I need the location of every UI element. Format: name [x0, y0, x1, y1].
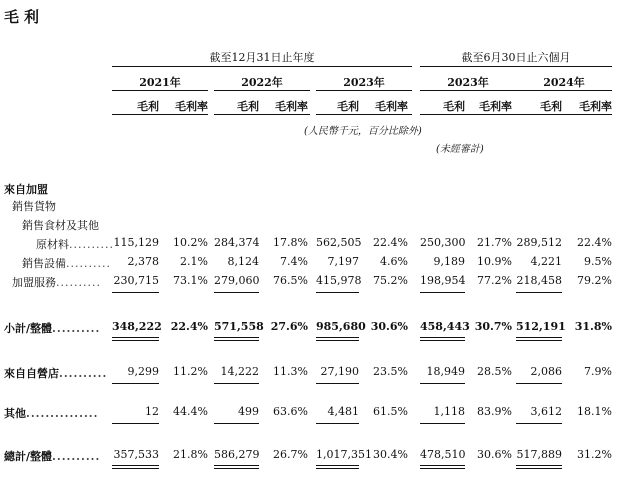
- page-title: 毛利: [4, 8, 45, 26]
- section-label-food-sales: 銷售食材及其他: [22, 219, 99, 232]
- cell-margin-h1-2023: 21.7%: [477, 236, 512, 249]
- section-label-franchise: 來自加盟: [4, 183, 48, 196]
- year-rule: [112, 90, 208, 91]
- double-rule: [214, 465, 259, 469]
- column-rule: [112, 114, 208, 115]
- cell-gross-profit-h1-2023: 458,443: [420, 320, 470, 333]
- unit-note: (人民幣千元，百分比除外): [304, 126, 422, 137]
- row-rule: [214, 423, 259, 424]
- row-rule: [420, 423, 465, 424]
- row-label-franchise-services: 加盟服務..........: [12, 276, 101, 289]
- cell-gross-profit-2023: 4,481: [327, 405, 359, 418]
- cell-margin-2022: 76.5%: [273, 274, 308, 287]
- year-rule: [316, 90, 412, 91]
- cell-margin-2022: 11.3%: [273, 365, 308, 378]
- column-header-gross-margin: 毛利率: [479, 100, 512, 113]
- cell-gross-profit-2022: 499: [238, 405, 259, 418]
- column-header-gross-profit: 毛利: [337, 100, 359, 113]
- cell-gross-profit-h1-2024: 2,086: [530, 365, 562, 378]
- cell-margin-2023: 23.5%: [373, 365, 408, 378]
- cell-margin-h1-2023: 10.9%: [477, 255, 512, 268]
- cell-margin-h1-2024: 18.1%: [577, 405, 612, 418]
- row-rule: [316, 383, 359, 384]
- double-rule: [316, 337, 359, 341]
- cell-margin-2022: 63.6%: [273, 405, 308, 418]
- year-header-h1-2024: 2024年: [543, 76, 585, 89]
- row-rule: [420, 383, 465, 384]
- year-header-2023: 2023年: [343, 76, 385, 89]
- cell-margin-h1-2024: 79.2%: [577, 274, 612, 287]
- cell-gross-profit-2023: 415,978: [316, 274, 362, 287]
- cell-margin-2022: 17.8%: [273, 236, 308, 249]
- cell-gross-profit-2023: 7,197: [327, 255, 359, 268]
- group-rule-fiscal-year: [112, 66, 412, 67]
- cell-gross-profit-2023: 1,017,351: [316, 448, 372, 461]
- group-header-fiscal-year: 截至12月31日止年度: [209, 51, 315, 64]
- double-rule: [112, 337, 159, 341]
- cell-margin-2021: 2.1%: [180, 255, 208, 268]
- row-label-self-operated: 來自自營店..........: [4, 367, 108, 380]
- cell-gross-profit-2022: 8,124: [227, 255, 259, 268]
- cell-margin-2023: 22.4%: [373, 236, 408, 249]
- subtotal-rule: [214, 292, 259, 293]
- cell-gross-profit-h1-2023: 250,300: [420, 236, 466, 249]
- double-rule: [516, 465, 562, 469]
- cell-gross-profit-h1-2023: 18,949: [426, 365, 465, 378]
- year-rule: [214, 90, 310, 91]
- cell-margin-2022: 27.6%: [270, 320, 308, 333]
- cell-gross-profit-h1-2023: 478,510: [420, 448, 466, 461]
- column-rule: [316, 114, 412, 115]
- column-header-gross-margin: 毛利率: [375, 100, 408, 113]
- cell-gross-profit-h1-2024: 4,221: [530, 255, 562, 268]
- cell-gross-profit-2022: 586,279: [214, 448, 260, 461]
- cell-gross-profit-2021: 2,378: [127, 255, 159, 268]
- cell-gross-profit-2021: 230,715: [113, 274, 159, 287]
- column-header-gross-profit: 毛利: [443, 100, 465, 113]
- cell-gross-profit-2023: 562,505: [316, 236, 362, 249]
- row-rule: [516, 383, 562, 384]
- cell-gross-profit-h1-2023: 9,189: [433, 255, 465, 268]
- subtotal-rule: [316, 292, 359, 293]
- cell-margin-h1-2023: 77.2%: [477, 274, 512, 287]
- year-header-2022: 2022年: [241, 76, 283, 89]
- double-rule: [112, 465, 159, 469]
- cell-margin-h1-2024: 7.9%: [584, 365, 612, 378]
- subtotal-rule: [516, 292, 562, 293]
- cell-margin-2022: 26.7%: [273, 448, 308, 461]
- cell-gross-profit-h1-2024: 289,512: [516, 236, 562, 249]
- row-rule: [112, 423, 159, 424]
- row-rule: [112, 383, 159, 384]
- column-header-gross-margin: 毛利率: [579, 100, 612, 113]
- double-rule: [420, 465, 465, 469]
- cell-margin-h1-2023: 83.9%: [477, 405, 512, 418]
- subtotal-rule: [112, 292, 159, 293]
- cell-margin-2021: 10.2%: [173, 236, 208, 249]
- cell-margin-2021: 21.8%: [173, 448, 208, 461]
- cell-gross-profit-h1-2024: 512,191: [516, 320, 566, 333]
- double-rule: [516, 337, 562, 341]
- row-rule: [214, 383, 259, 384]
- row-label-others: 其他...............: [4, 407, 99, 420]
- cell-margin-2021: 44.4%: [173, 405, 208, 418]
- cell-margin-h1-2024: 31.2%: [577, 448, 612, 461]
- cell-margin-h1-2023: 30.6%: [477, 448, 512, 461]
- cell-gross-profit-h1-2024: 3,612: [530, 405, 562, 418]
- row-label-subtotal: 小計/整體..........: [4, 322, 101, 335]
- column-header-gross-profit: 毛利: [237, 100, 259, 113]
- year-rule: [420, 90, 516, 91]
- cell-gross-profit-2023: 985,680: [316, 320, 366, 333]
- row-rule: [316, 423, 359, 424]
- subtotal-rule: [420, 292, 465, 293]
- cell-gross-profit-2022: 14,222: [220, 365, 259, 378]
- cell-gross-profit-2021: 357,533: [113, 448, 159, 461]
- column-header-gross-margin: 毛利率: [275, 100, 308, 113]
- row-label-raw-materials: 原材料..........: [36, 238, 114, 251]
- row-rule: [516, 423, 562, 424]
- cell-margin-2021: 11.2%: [173, 365, 208, 378]
- cell-margin-2023: 30.4%: [373, 448, 408, 461]
- double-rule: [214, 337, 259, 341]
- cell-gross-profit-2022: 284,374: [214, 236, 260, 249]
- cell-margin-2021: 73.1%: [173, 274, 208, 287]
- cell-gross-profit-2023: 27,190: [320, 365, 359, 378]
- cell-margin-h1-2023: 28.5%: [477, 365, 512, 378]
- column-header-gross-profit: 毛利: [137, 100, 159, 113]
- row-label-total: 總計/整體..........: [4, 450, 101, 463]
- cell-gross-profit-2021: 12: [145, 405, 159, 418]
- cell-gross-profit-2021: 9,299: [127, 365, 159, 378]
- column-rule: [420, 114, 516, 115]
- cell-gross-profit-h1-2024: 218,458: [516, 274, 562, 287]
- cell-gross-profit-2022: 571,558: [214, 320, 264, 333]
- group-header-six-months: 截至6月30日止六個月: [461, 51, 571, 64]
- cell-gross-profit-2022: 279,060: [214, 274, 260, 287]
- cell-margin-2021: 22.4%: [170, 320, 208, 333]
- row-label-equipment: 銷售設備..........: [22, 257, 111, 270]
- cell-gross-profit-h1-2023: 198,954: [420, 274, 466, 287]
- cell-margin-h1-2024: 31.8%: [574, 320, 612, 333]
- column-rule: [214, 114, 310, 115]
- cell-margin-h1-2024: 9.5%: [584, 255, 612, 268]
- cell-margin-2022: 7.4%: [280, 255, 308, 268]
- cell-margin-2023: 61.5%: [373, 405, 408, 418]
- cell-gross-profit-2021: 115,129: [113, 236, 159, 249]
- cell-gross-profit-h1-2024: 517,889: [516, 448, 562, 461]
- cell-gross-profit-2021: 348,222: [112, 320, 162, 333]
- year-header-2021: 2021年: [139, 76, 181, 89]
- unaudited-note: (未經審計): [436, 144, 484, 155]
- cell-gross-profit-h1-2023: 1,118: [433, 405, 465, 418]
- group-rule-six-months: [420, 66, 612, 67]
- cell-margin-2023: 30.6%: [370, 320, 408, 333]
- cell-margin-h1-2024: 22.4%: [577, 236, 612, 249]
- cell-margin-2023: 4.6%: [380, 255, 408, 268]
- cell-margin-h1-2023: 30.7%: [474, 320, 512, 333]
- section-label-goods-sales: 銷售貨物: [12, 200, 56, 213]
- double-rule: [316, 465, 359, 469]
- column-header-gross-margin: 毛利率: [175, 100, 208, 113]
- column-rule: [516, 114, 612, 115]
- year-header-h1-2023: 2023年: [447, 76, 489, 89]
- year-rule: [516, 90, 612, 91]
- column-header-gross-profit: 毛利: [540, 100, 562, 113]
- cell-margin-2023: 75.2%: [373, 274, 408, 287]
- double-rule: [420, 337, 465, 341]
